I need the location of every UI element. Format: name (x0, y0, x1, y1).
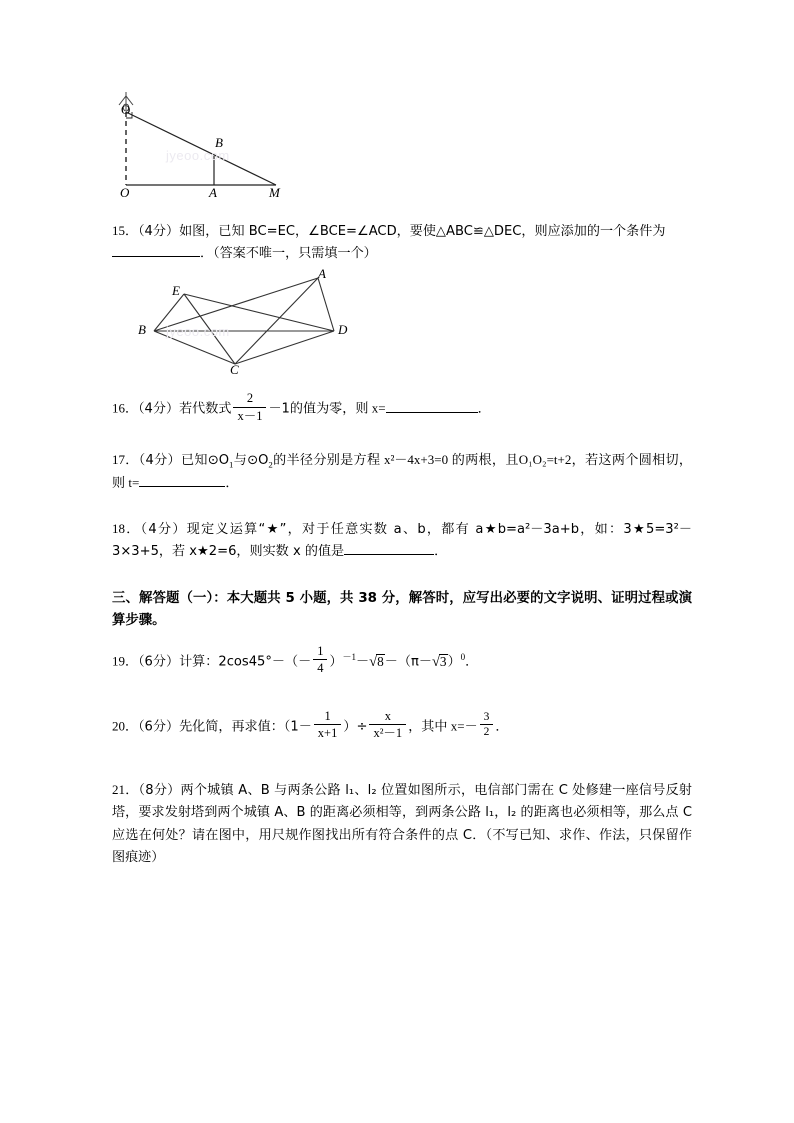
triangle-diagram-svg (114, 88, 414, 200)
q20-fraction-1-numerator: 1 (324, 708, 331, 723)
q17-variable: t= (128, 474, 140, 490)
q17-text-2: 与⊙O (233, 453, 269, 469)
q20-points: （6分） (138, 719, 180, 735)
signal-tower-triangle-figure (114, 88, 692, 200)
q17-points: （4分） (138, 453, 181, 469)
congruent-triangles-svg (122, 268, 352, 376)
q20-fraction-3-denominator: 2 (480, 724, 494, 739)
q19-exponent-1: －1 (342, 652, 357, 663)
q21-text-1: 两个城镇 A、B 与两条公路 l₁、l₂ 位置如图所示，电信部门需在 C 处修建一座信号反射塔，要求发射塔到两个城镇 A、B 的距离必须相等，到两条公路 l₁，l₂ 的距离也必须相等，那么点 C 应选在何处？请在图中，用尺规作图找出所有符合条件的点 C．（不写已知、求作、作法，只保留作图痕迹） (112, 783, 693, 865)
q18-number: 18 (112, 520, 125, 536)
q15-points: （4分） (138, 224, 180, 239)
q17-subscript-1: 1 (229, 460, 234, 471)
q19-points: （6分） (138, 654, 180, 670)
q15-answer-blank[interactable] (112, 244, 200, 258)
q19-radical-2-body: 3 (439, 653, 447, 669)
q21-points: （8分） (138, 783, 181, 799)
q20-fraction-2-denominator: x²－1 (369, 724, 406, 741)
watermark: jyeoo.com (166, 324, 230, 340)
q15-text-1: 如图，已知 BC=EC，∠BCE=∠ACD，要使△ABC≌△DEC，则应添加的一个条件为 (179, 224, 666, 239)
q18-answer-blank[interactable] (344, 541, 434, 555)
question-17: 17．（4分）已知$⊙O_1$与$⊙O_2$的半径分别是方程 x²－4x+3=0 的两根，且O₁O₂=t+2，若这两个圆相切，则 t= ． (112, 452, 693, 491)
q20-fraction-3 (480, 711, 494, 740)
figure-label-m: M (269, 185, 280, 200)
q20-fraction-3-numerator: 3 (483, 710, 490, 723)
q20-fraction-1 (314, 710, 342, 741)
q20-text-2: ）÷ (343, 719, 368, 735)
q20-number: 20 (112, 718, 125, 734)
q17-text-4: 的两根，且 (451, 453, 519, 469)
q18-text-2: ． (434, 544, 448, 560)
q21-number: 21 (112, 782, 125, 798)
q16-text-2: －1的值为零，则 (268, 401, 369, 417)
question-16: 16．（4分）若代数式 $\frac{2}{x-1}$ －1的值为零，则 x= ． (112, 391, 491, 423)
q16-fraction-numerator: 2 (246, 391, 254, 406)
q19-fraction (313, 645, 327, 676)
figure-label-b: B (215, 135, 223, 150)
section-heading: 三、解答题（一）：本大题共 5 小题，共 38 分，解答时，应写出必要的文字说明、证明过程或演算步骤。 (112, 591, 692, 628)
question-21: 21．（8分）两个城镇 A、B 与两条公路 l₁、l₂ 位置如图所示，电信部门需在 C 处修建一座信号反射塔，要求发射塔到两个城镇 A、B 的距离必须相等，到两条公路 l₁，l₂ 的距离也必须相等，那么点 C 应选在何处？请在图中，用尺规作图找出所有符合条件的点 C．（不写已知、求作、作法，只保留作图痕迹） (112, 782, 693, 865)
q19-radical-1: √8 (369, 653, 384, 670)
fig15-label-d: D (338, 322, 348, 338)
figure-label-apex: O (121, 102, 131, 117)
question-18: 18．（4分）现定义运算“★”，对于任意实数 a、b，都有 a★b=a²－3a+b，如：3★5=3²－3×3+5，若 x★2=6，则实数 x 的值是 ． (112, 520, 692, 560)
q17-subscript-2: 2 (268, 460, 273, 471)
q16-text-3: ． (477, 401, 491, 417)
question-15: 15．（4分）如图，已知 BC=EC，∠BCE=∠ACD，要使△ABC≌△DEC，则应添加的一个条件为 ．（答案不唯一，只需填一个） (112, 223, 666, 262)
q18-points: （4分） (140, 521, 187, 537)
q17-text-3: 的半径分别是方程 (272, 453, 381, 469)
q16-text-1: 若代数式 (179, 401, 232, 417)
congruent-triangles-figure (122, 268, 692, 376)
q19-text-5: ． (465, 654, 479, 670)
q19-text-2: － (356, 654, 370, 670)
q15-number: 15 (112, 223, 125, 238)
q18-text-1: 现定义运算“★”，对于任意实数 a、b，都有 a★b=a²－3a+b，如：3★5=3²－3×3+5，若 x★2=6，则实数 x 的值是 (112, 521, 692, 560)
q16-variable: x= (371, 400, 386, 416)
q17-distance: O₁O₂=t+2 (518, 452, 572, 468)
page-content (112, 88, 692, 868)
fig15-label-e: E (172, 283, 180, 299)
q17-text-6: ． (225, 475, 239, 491)
q15-text-2: ．（答案不唯一，只需填一个） (200, 246, 377, 262)
q17-equation: x²－4x+3=0 (384, 452, 449, 468)
q20-text-4: x=－ (450, 718, 478, 734)
figure-label-a: A (209, 185, 217, 200)
q19-radical-1-body: 8 (377, 653, 384, 669)
q16-points: （4分） (138, 401, 180, 417)
q16-fraction (233, 392, 266, 423)
fig15-label-c: C (230, 362, 239, 378)
q20-fraction-1-denominator: x+1 (314, 724, 342, 741)
q16-fraction-denominator: x－1 (233, 407, 266, 424)
q19-fraction-numerator: 1 (317, 643, 324, 658)
q19-number: 19 (112, 653, 125, 669)
q16-answer-blank[interactable] (386, 399, 478, 413)
figure-label-origin: O (120, 185, 130, 200)
q19-exponent-2: 0 (460, 652, 466, 663)
fig15-label-b: B (138, 322, 146, 338)
q19-radical-2: √3 (431, 653, 447, 670)
q17-text-5: ，若这两个圆相切，则 (112, 453, 693, 491)
question-20: 20．（6分）先化简，再求值：（1－ $\frac{1}{x+1}$ ）÷ $\frac{x}{\text{x²－1}}$ ，其中 x=－ $\frac{3}{2}$ ． (112, 708, 509, 741)
q20-fraction-2-numerator: x (384, 708, 391, 723)
q20-text-5: ． (495, 719, 509, 735)
q17-number: 17 (112, 452, 125, 468)
question-19: 19．（6分）计算：2cos45°－（－ $\frac{1}{4}$ ）$^{-1}-√8-(\pi-√3)^0$． (112, 643, 479, 676)
watermark: jyeoo.com (166, 148, 230, 163)
fig15-label-a: A (318, 266, 326, 282)
q19-text-1: 计算：2cos45°－（－ (179, 654, 312, 670)
q16-number: 16 (112, 400, 125, 416)
q19-text-4: ） (447, 654, 461, 670)
q19-fraction-denominator: 4 (313, 659, 327, 676)
q17-answer-blank[interactable] (139, 473, 225, 487)
q20-text-3: ，其中 (408, 719, 448, 735)
q20-fraction-2 (369, 710, 406, 741)
q17-text-1: 已知⊙O (180, 453, 230, 469)
q20-text-1: 先化简，再求值：（1－ (179, 719, 312, 735)
q19-text-3: －（π－ (384, 654, 432, 670)
